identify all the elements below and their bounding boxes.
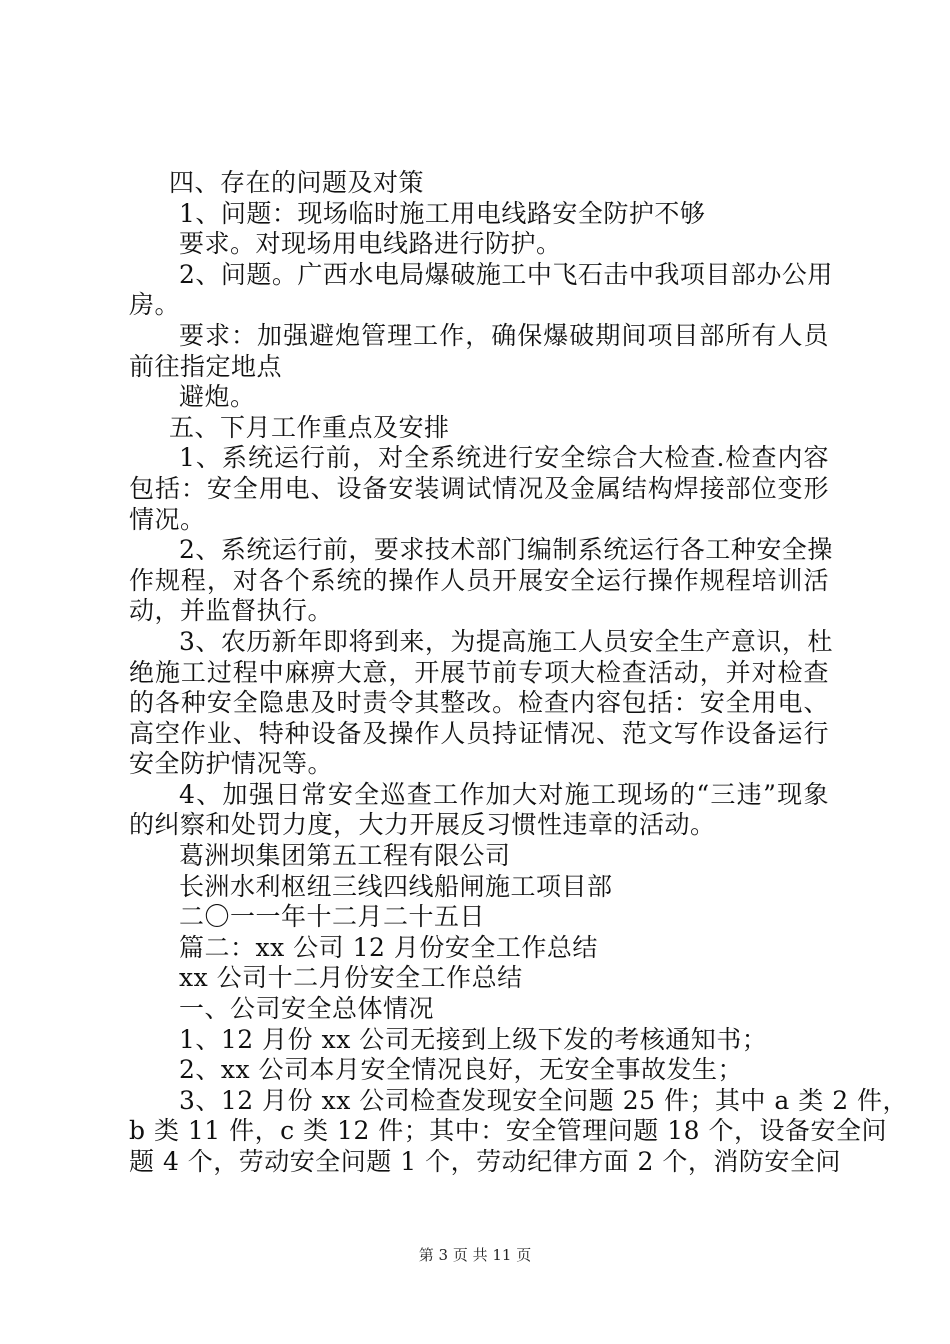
text-line: 要求：加强避炮管理工作，确保爆破期间项目部所有人员 xyxy=(179,320,829,350)
text-line: 房。 xyxy=(129,290,181,320)
text-line: 2、系统运行前，要求技术部门编制系统运行各工种安全操 xyxy=(179,535,833,565)
text-line: 3、12 月份 xx 公司检查发现安全问题 25 件；其中 a 类 2 件， xyxy=(179,1085,909,1115)
text-line: 情况。 xyxy=(129,504,206,534)
text-line: 高空作业、特种设备及操作人员持证情况、范文写作设备运行 xyxy=(129,718,829,748)
text-line: 3、农历新年即将到来，为提高施工人员安全生产意识，杜 xyxy=(179,626,833,656)
text-line: b 类 11 件，c 类 12 件；其中：安全管理问题 18 个，设备安全问 xyxy=(129,1116,888,1146)
text-line: 篇二：xx 公司 12 月份安全工作总结 xyxy=(179,932,598,962)
text-line: 2、xx 公司本月安全情况良好，无安全事故发生； xyxy=(179,1055,744,1085)
text-line: 1、12 月份 xx 公司无接到上级下发的考核通知书； xyxy=(179,1024,768,1054)
text-line: 五、下月工作重点及安排 xyxy=(169,412,450,442)
text-line: 包括：安全用电、设备安装调试情况及金属结构焊接部位变形 xyxy=(129,473,829,503)
text-line: xx 公司十二月份安全工作总结 xyxy=(179,963,523,993)
text-line: 四、存在的问题及对策 xyxy=(169,168,425,197)
text-line: 作规程，对各个系统的操作人员开展安全运行操作规程培训活 xyxy=(129,565,829,595)
page-footer: 第 3 页 共 11 页 xyxy=(418,1246,532,1264)
text-line: 一、公司安全总体情况 xyxy=(179,994,435,1024)
text-line: 长洲水利枢纽三线四线船闸施工项目部 xyxy=(179,871,613,901)
document-body xyxy=(129,168,909,1178)
text-line: 的纠察和处罚力度，大力开展反习惯性违章的活动。 xyxy=(129,810,716,840)
text-line: 1、问题：现场临时施工用电线路安全防护不够 xyxy=(179,198,706,228)
text-line: 要求。对现场用电线路进行防护。 xyxy=(179,229,562,259)
text-line: 绝施工过程中麻痹大意，开展节前专项大检查活动，并对检查 xyxy=(129,657,829,687)
text-line: 葛洲坝集团第五工程有限公司 xyxy=(179,841,511,871)
text-line: 前往指定地点 xyxy=(129,351,283,381)
text-line: 的各种安全隐患及时责令其整改。检查内容包括：安全用电、 xyxy=(129,688,829,718)
text-line: 4、加强日常安全巡查工作加大对施工现场的“三违”现象 xyxy=(179,779,829,809)
text-line: 安全防护情况等。 xyxy=(129,749,334,779)
text-line: 题 4 个，劳动安全问题 1 个，劳动纪律方面 2 个，消防安全问 xyxy=(129,1147,841,1176)
text-line: 避炮。 xyxy=(179,382,256,412)
text-line: 动，并监督执行。 xyxy=(129,596,334,626)
text-line: 2、问题。广西水电局爆破施工中飞石击中我项目部办公用 xyxy=(179,259,833,289)
text-line: 1、系统运行前，对全系统进行安全综合大检查.检查内容 xyxy=(179,443,829,473)
text-line: 二〇一一年十二月二十五日 xyxy=(179,902,486,932)
